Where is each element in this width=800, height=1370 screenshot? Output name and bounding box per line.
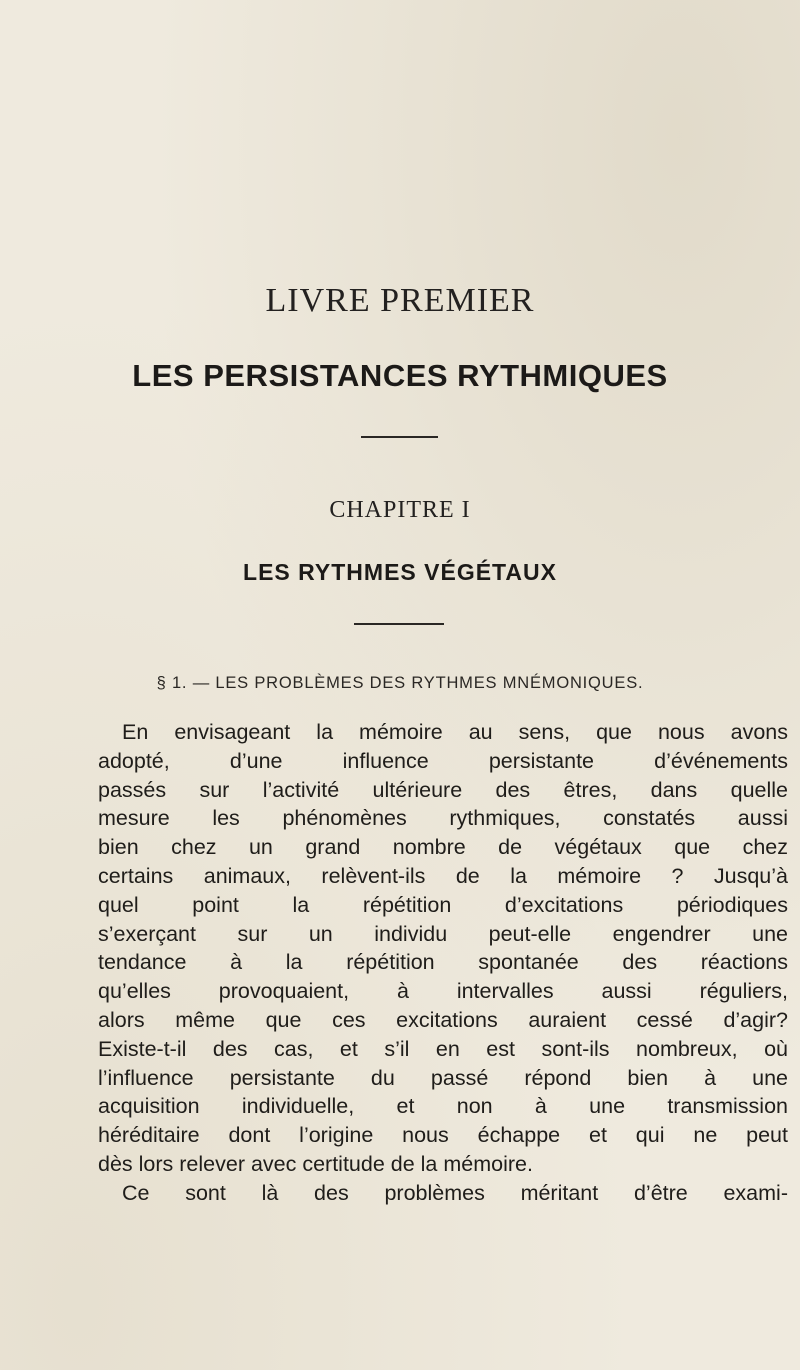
text-line: Existe-t-il des cas, et s’il en est sont-ils nombreux, où bbox=[98, 1036, 788, 1061]
chapter-label: CHAPITRE I bbox=[329, 497, 471, 523]
text-line: héréditaire dont l’origine nous échappe et qui ne peut bbox=[98, 1123, 788, 1148]
text-line: dès lors relever avec certitude de la mémoire. bbox=[98, 1151, 533, 1176]
text-line: l’influence persistante du passé répond bien à une bbox=[98, 1065, 788, 1090]
section-heading: § 1. — LES PROBLÈMES DES RYTHMES MNÉMONIQUES. bbox=[156, 674, 644, 692]
text-line: bien chez un grand nombre de végétaux que chez bbox=[98, 835, 788, 860]
text-line: tendance à la répétition spontanée des réactions bbox=[98, 950, 788, 975]
text-line: adopté, d’une influence persistante d’événements bbox=[98, 748, 788, 773]
text-line: Ce sont là des problèmes méritant d’être exami- bbox=[122, 1180, 788, 1205]
body-paragraph bbox=[98, 718, 788, 1208]
book-title: LIVRE PREMIER bbox=[265, 282, 535, 319]
divider-rule bbox=[354, 623, 444, 625]
text-line: acquisition individuelle, et non à une transmission bbox=[98, 1094, 788, 1119]
text-line: passés sur l’activité ultérieure des êtres, dans quelle bbox=[98, 777, 788, 802]
text-line: alors même que ces excitations auraient cessé d’agir? bbox=[98, 1007, 788, 1032]
text-line: En envisageant la mémoire au sens, que nous avons bbox=[122, 720, 788, 744]
part-title: LES PERSISTANCES RYTHMIQUES bbox=[132, 358, 668, 393]
text-line: mesure les phénomènes rythmiques, constatés aussi bbox=[98, 806, 788, 831]
text-line: qu’elles provoquaient, à intervalles aussi réguliers, bbox=[98, 979, 788, 1004]
chapter-title: LES RYTHMES VÉGÉTAUX bbox=[243, 559, 557, 585]
divider-rule bbox=[361, 436, 438, 438]
text-line: certains animaux, relèvent-ils de la mémoire ? Jusqu’à bbox=[98, 863, 788, 888]
text-line: s’exerçant sur un individu peut-elle engendrer une bbox=[98, 921, 788, 946]
text-line: quel point la répétition d’excitations périodiques bbox=[98, 892, 788, 917]
